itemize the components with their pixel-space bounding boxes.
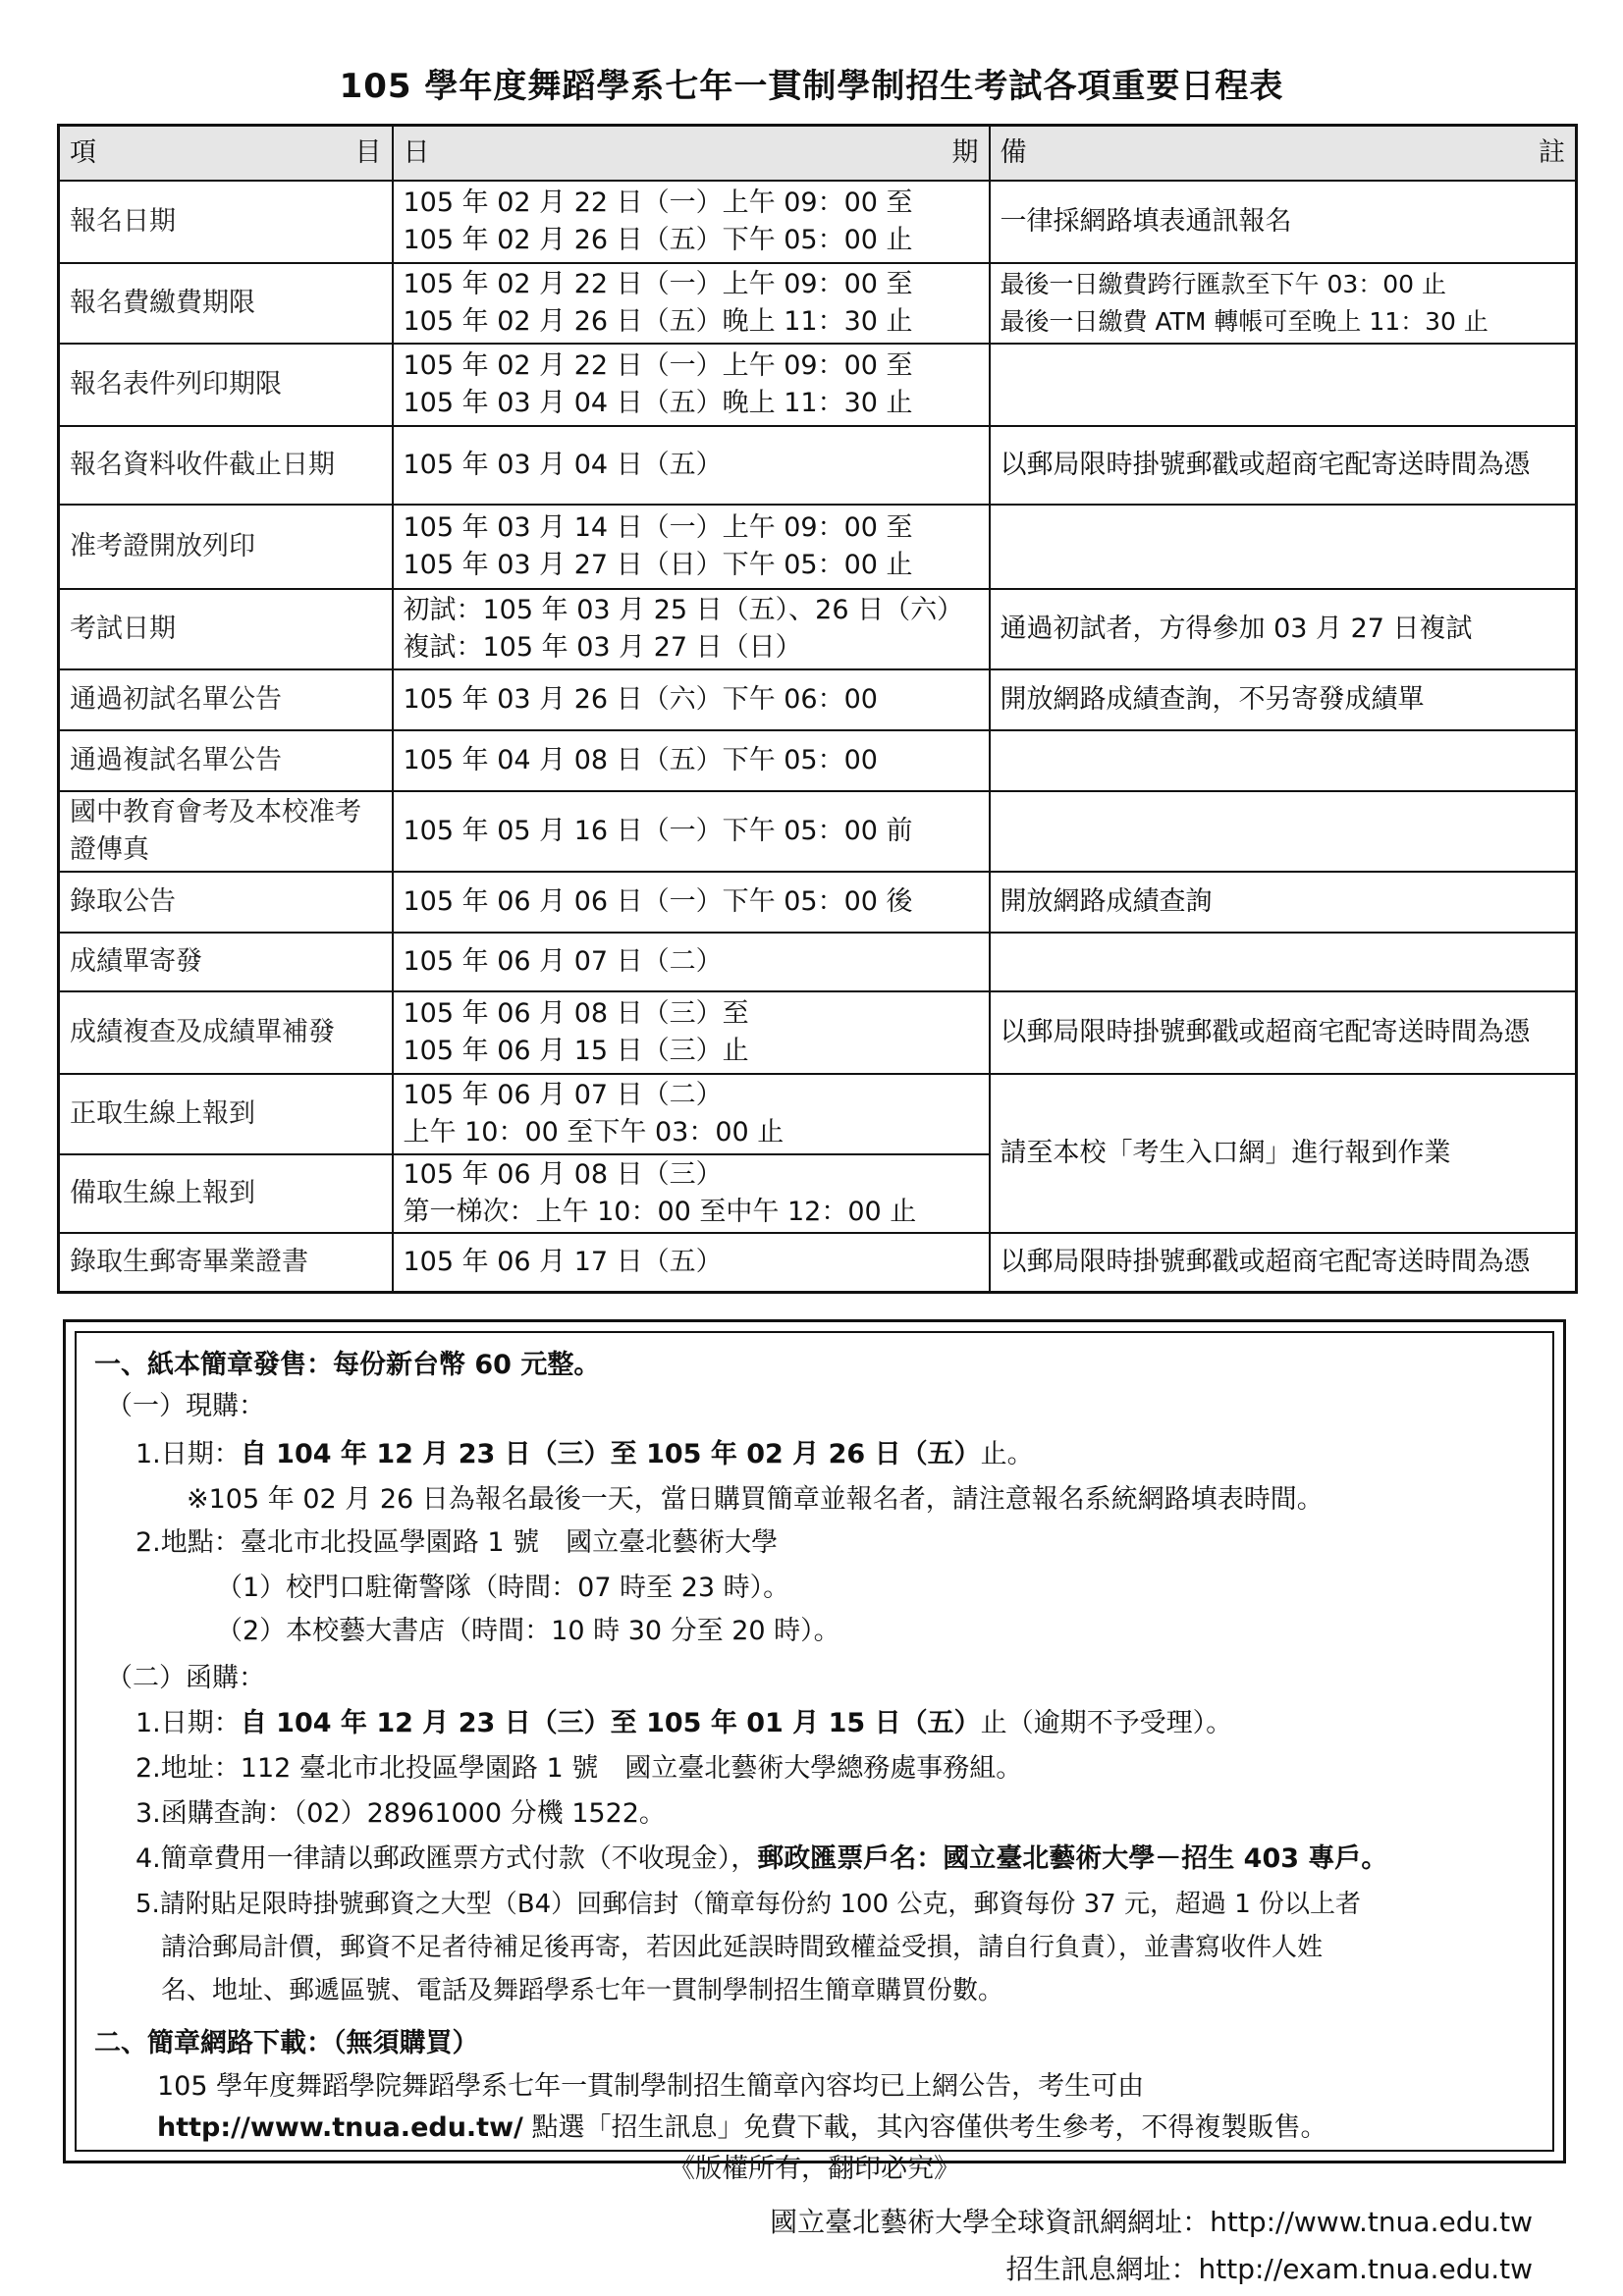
row-date [393,872,990,933]
row-item: 報名日期 [59,181,393,263]
section-1b-item1 [135,1704,1232,1743]
row-note [990,669,1577,730]
table-row [59,344,1577,426]
row-note [990,1074,1577,1233]
section-1b-item4 [135,1840,1387,1879]
header-date-left: 日 [403,137,430,168]
footer-website: 國立臺北藝術大學全球資訊網網址：http://www.tnua.edu.tw [770,2206,1533,2238]
table-row [59,1074,1577,1154]
row-note-line: 通過初試者，方得參加 03 月 27 日複試 [1000,614,1473,644]
section-2-line2-text: 點選「招生訊息」免費下載，其內容僅供考生參考，不得複製販售。 [522,2112,1327,2143]
row-item: 錄取公告 [59,872,393,933]
section-1b-item5-line3: 名、地址、郵遞區號、電話及舞蹈學系七年一貫制學制招生簡章購買份數。 [161,1976,1004,2005]
table-row [59,263,1577,344]
row-date-line: 105 年 03 月 04 日（五）晚上 11：30 止 [403,388,913,418]
row-date-line: 105 年 04 月 08 日（五）下午 05：00 [403,745,878,775]
row-item: 備取生線上報到 [59,1154,393,1233]
table-row [59,426,1577,505]
section-2-line1: 105 學年度舞蹈學院舞蹈學系七年一貫制學制招生簡章內容均已上網公告，考生可由 [157,2071,1145,2102]
row-date [393,730,990,791]
section-1b-item2: 2.地址：112 臺北市北投區學園路 1 號 國立臺北藝術大學總務處事務組。 [135,1753,1023,1784]
section-1b-item3: 3.函購查詢：（02）28961000 分機 1522。 [135,1798,666,1829]
section-1a-item1-dates: 自 104 年 12 月 23 日（三）至 105 年 02 月 26 日（五） [240,1439,981,1469]
row-item: 通過初試名單公告 [59,669,393,730]
row-date [393,589,990,669]
row-note-line: 以郵局限時掛號郵戳或超商宅配寄送時間為憑 [1000,450,1531,480]
row-date [393,426,990,505]
row-item: 報名費繳費期限 [59,263,393,344]
row-item: 考試日期 [59,589,393,669]
row-date-line: 105 年 06 月 08 日（三）至 [403,998,749,1029]
row-date-line: 105 年 03 月 04 日（五） [403,450,723,480]
row-date-line: 105 年 02 月 22 日（一）上午 09：00 至 [403,350,913,381]
copyright-notice: 《版權所有，翻印必究》 [669,2154,960,2184]
row-date-line: 105 年 03 月 26 日（六）下午 06：00 [403,684,878,715]
row-note [990,263,1577,344]
row-item: 國中教育會考及本校准考證傳真 [59,791,393,872]
page-title: 105 學年度舞蹈學系七年一貫制學制招生考試各項重要日程表 [339,67,1284,106]
section-1a-item1 [135,1435,1034,1474]
row-item: 錄取生郵寄畢業證書 [59,1233,393,1292]
row-date-line: 第一梯次：上午 10：00 至中午 12：00 止 [403,1197,917,1227]
row-date-line: 105 年 02 月 22 日（一）上午 09：00 至 [403,269,913,299]
section-1-heading: 一、紙本簡章發售：每份新台幣 60 元整。 [94,1350,601,1380]
table-header-row [59,126,1577,182]
row-date [393,933,990,991]
header-date [393,126,990,182]
table-row [59,872,1577,933]
row-date [393,991,990,1074]
section-1b-item4-text: 4.簡章費用一律請以郵政匯票方式付款（不收現金）， [135,1843,758,1874]
row-date-line: 105 年 02 月 22 日（一）上午 09：00 至 [403,187,913,218]
row-date-line: 105 年 02 月 26 日（五）晚上 11：30 止 [403,306,913,337]
row-note [990,589,1577,669]
footer-exam-site: 招生訊息網址：http://exam.tnua.edu.tw [1005,2253,1533,2285]
header-item-right: 目 [354,137,382,168]
row-note-line: 最後一日繳費 ATM 轉帳可至晚上 11：30 止 [1000,307,1488,336]
row-note [990,991,1577,1074]
row-date-line: 105 年 03 月 14 日（一）上午 09：00 至 [403,512,913,543]
header-item-left: 項 [70,137,96,168]
row-item: 正取生線上報到 [59,1074,393,1154]
section-1a-item2-sub2: （2）本校藝大書店（時間：10 時 30 分至 20 時）。 [216,1616,840,1646]
section-1b-item1-prefix: 1.日期： [135,1708,241,1738]
row-note [990,791,1577,872]
table-row [59,730,1577,791]
row-date-line: 105 年 06 月 08 日（三） [403,1159,723,1190]
row-note [990,730,1577,791]
table-row [59,791,1577,872]
table-row [59,1233,1577,1292]
row-date [393,669,990,730]
section-1b-item5-line2: 請洽郵局計價，郵資不足者待補足後再寄，若因此延誤時間致權益受損，請自行負責），並書寫收件人姓 [161,1933,1324,1962]
row-note [990,426,1577,505]
row-note-line: 以郵局限時掛號郵戳或超商宅配寄送時間為憑 [1000,1017,1531,1047]
row-note-line: 開放網路成績查詢 [1000,886,1213,917]
row-note-line: 請至本校「考生入口網」進行報到作業 [1000,1138,1451,1168]
section-2-line2 [157,2109,1327,2148]
notice-box [63,1319,1566,2184]
website-url-link[interactable]: http://www.tnua.edu.tw/ [157,2112,523,2143]
row-item: 報名資料收件截止日期 [59,426,393,505]
section-1b-item5-line1: 5.請附貼足限時掛號郵資之大型（B4）回郵信封（簡章每份約 100 公克，郵資每份 37 元，超過 1 份以上者 [135,1890,1362,1919]
table-row [59,505,1577,589]
row-item: 成績複查及成績單補發 [59,991,393,1074]
row-date [393,1154,990,1233]
row-date [393,791,990,872]
row-item: 報名表件列印期限 [59,344,393,426]
row-note [990,933,1577,991]
section-1a-heading: （一）現購： [106,1391,265,1421]
header-note [990,126,1577,182]
row-note-line: 最後一日繳費跨行匯款至下午 03：00 止 [1000,270,1447,298]
table-row [59,933,1577,991]
schedule-body [59,181,1577,1292]
row-date-line: 105 年 06 月 15 日（三）止 [403,1036,749,1066]
row-note-line: 以郵局限時掛號郵戳或超商宅配寄送時間為憑 [1000,1246,1531,1277]
table-row [59,589,1577,669]
row-date-line: 105 年 06 月 06 日（一）下午 05：00 後 [403,886,913,917]
row-date [393,263,990,344]
row-date [393,181,990,263]
row-note [990,505,1577,589]
section-1b-item1-dates: 自 104 年 12 月 23 日（三）至 105 年 01 月 15 日（五） [240,1708,981,1738]
section-1a-item1-note: ※105 年 02 月 26 日為報名最後一天，當日購買簡章並報名者，請注意報名系統網路填表時間。 [187,1484,1324,1515]
section-2-heading: 二、簡章網路下載：（無須購買） [94,2028,479,2058]
header-note-left: 備 [1000,137,1027,168]
row-date-line: 105 年 06 月 17 日（五） [403,1246,723,1277]
row-note [990,1233,1577,1292]
header-note-right: 註 [1539,137,1565,168]
row-date [393,505,990,589]
notice-inner-border [75,1331,1554,2184]
row-date-line: 105 年 02 月 26 日（五）下午 05：00 止 [403,225,913,255]
table-row [59,669,1577,730]
table-row [59,181,1577,263]
row-note [990,181,1577,263]
row-date [393,344,990,426]
section-1a-item2: 2.地點：臺北市北投區學園路 1 號 國立臺北藝術大學 [135,1527,779,1558]
row-date-line: 105 年 06 月 07 日（二） [403,946,723,977]
row-item: 通過複試名單公告 [59,730,393,791]
row-date-line: 複試：105 年 03 月 27 日（日） [403,632,802,663]
header-date-right: 期 [951,137,979,168]
section-1a-item2-sub1: （1）校門口駐衛警隊（時間：07 時至 23 時）。 [216,1573,790,1603]
row-note [990,344,1577,426]
schedule-table [57,124,1578,1294]
row-date-line: 上午 10：00 至下午 03：00 止 [403,1117,784,1148]
row-item: 成績單寄發 [59,933,393,991]
row-item: 准考證開放列印 [59,505,393,589]
row-date-line: 初試：105 年 03 月 25 日（五）、26 日（六） [403,595,964,625]
section-1a-item1-suffix: 止。 [980,1439,1034,1469]
row-note [990,872,1577,933]
section-1b-heading: （二）函購： [106,1663,265,1693]
table-row [59,991,1577,1074]
section-1a-item1-prefix: 1.日期： [135,1439,241,1469]
row-note-line: 一律採網路填表通訊報名 [1000,206,1292,237]
row-date-line: 105 年 05 月 16 日（一）下午 05：00 前 [403,816,913,846]
row-date [393,1074,990,1154]
section-1b-item1-suffix: 止（逾期不予受理）。 [980,1708,1233,1738]
header-item [59,126,393,182]
row-date [393,1233,990,1292]
row-note-line: 開放網路成績查詢，不另寄發成績單 [1000,684,1425,715]
row-date-line: 105 年 03 月 27 日（日）下午 05：00 止 [403,550,913,580]
row-date-line: 105 年 06 月 07 日（二） [403,1080,723,1110]
section-1b-item4-account: 郵政匯票戶名：國立臺北藝術大學－招生 403 專戶。 [757,1843,1388,1874]
